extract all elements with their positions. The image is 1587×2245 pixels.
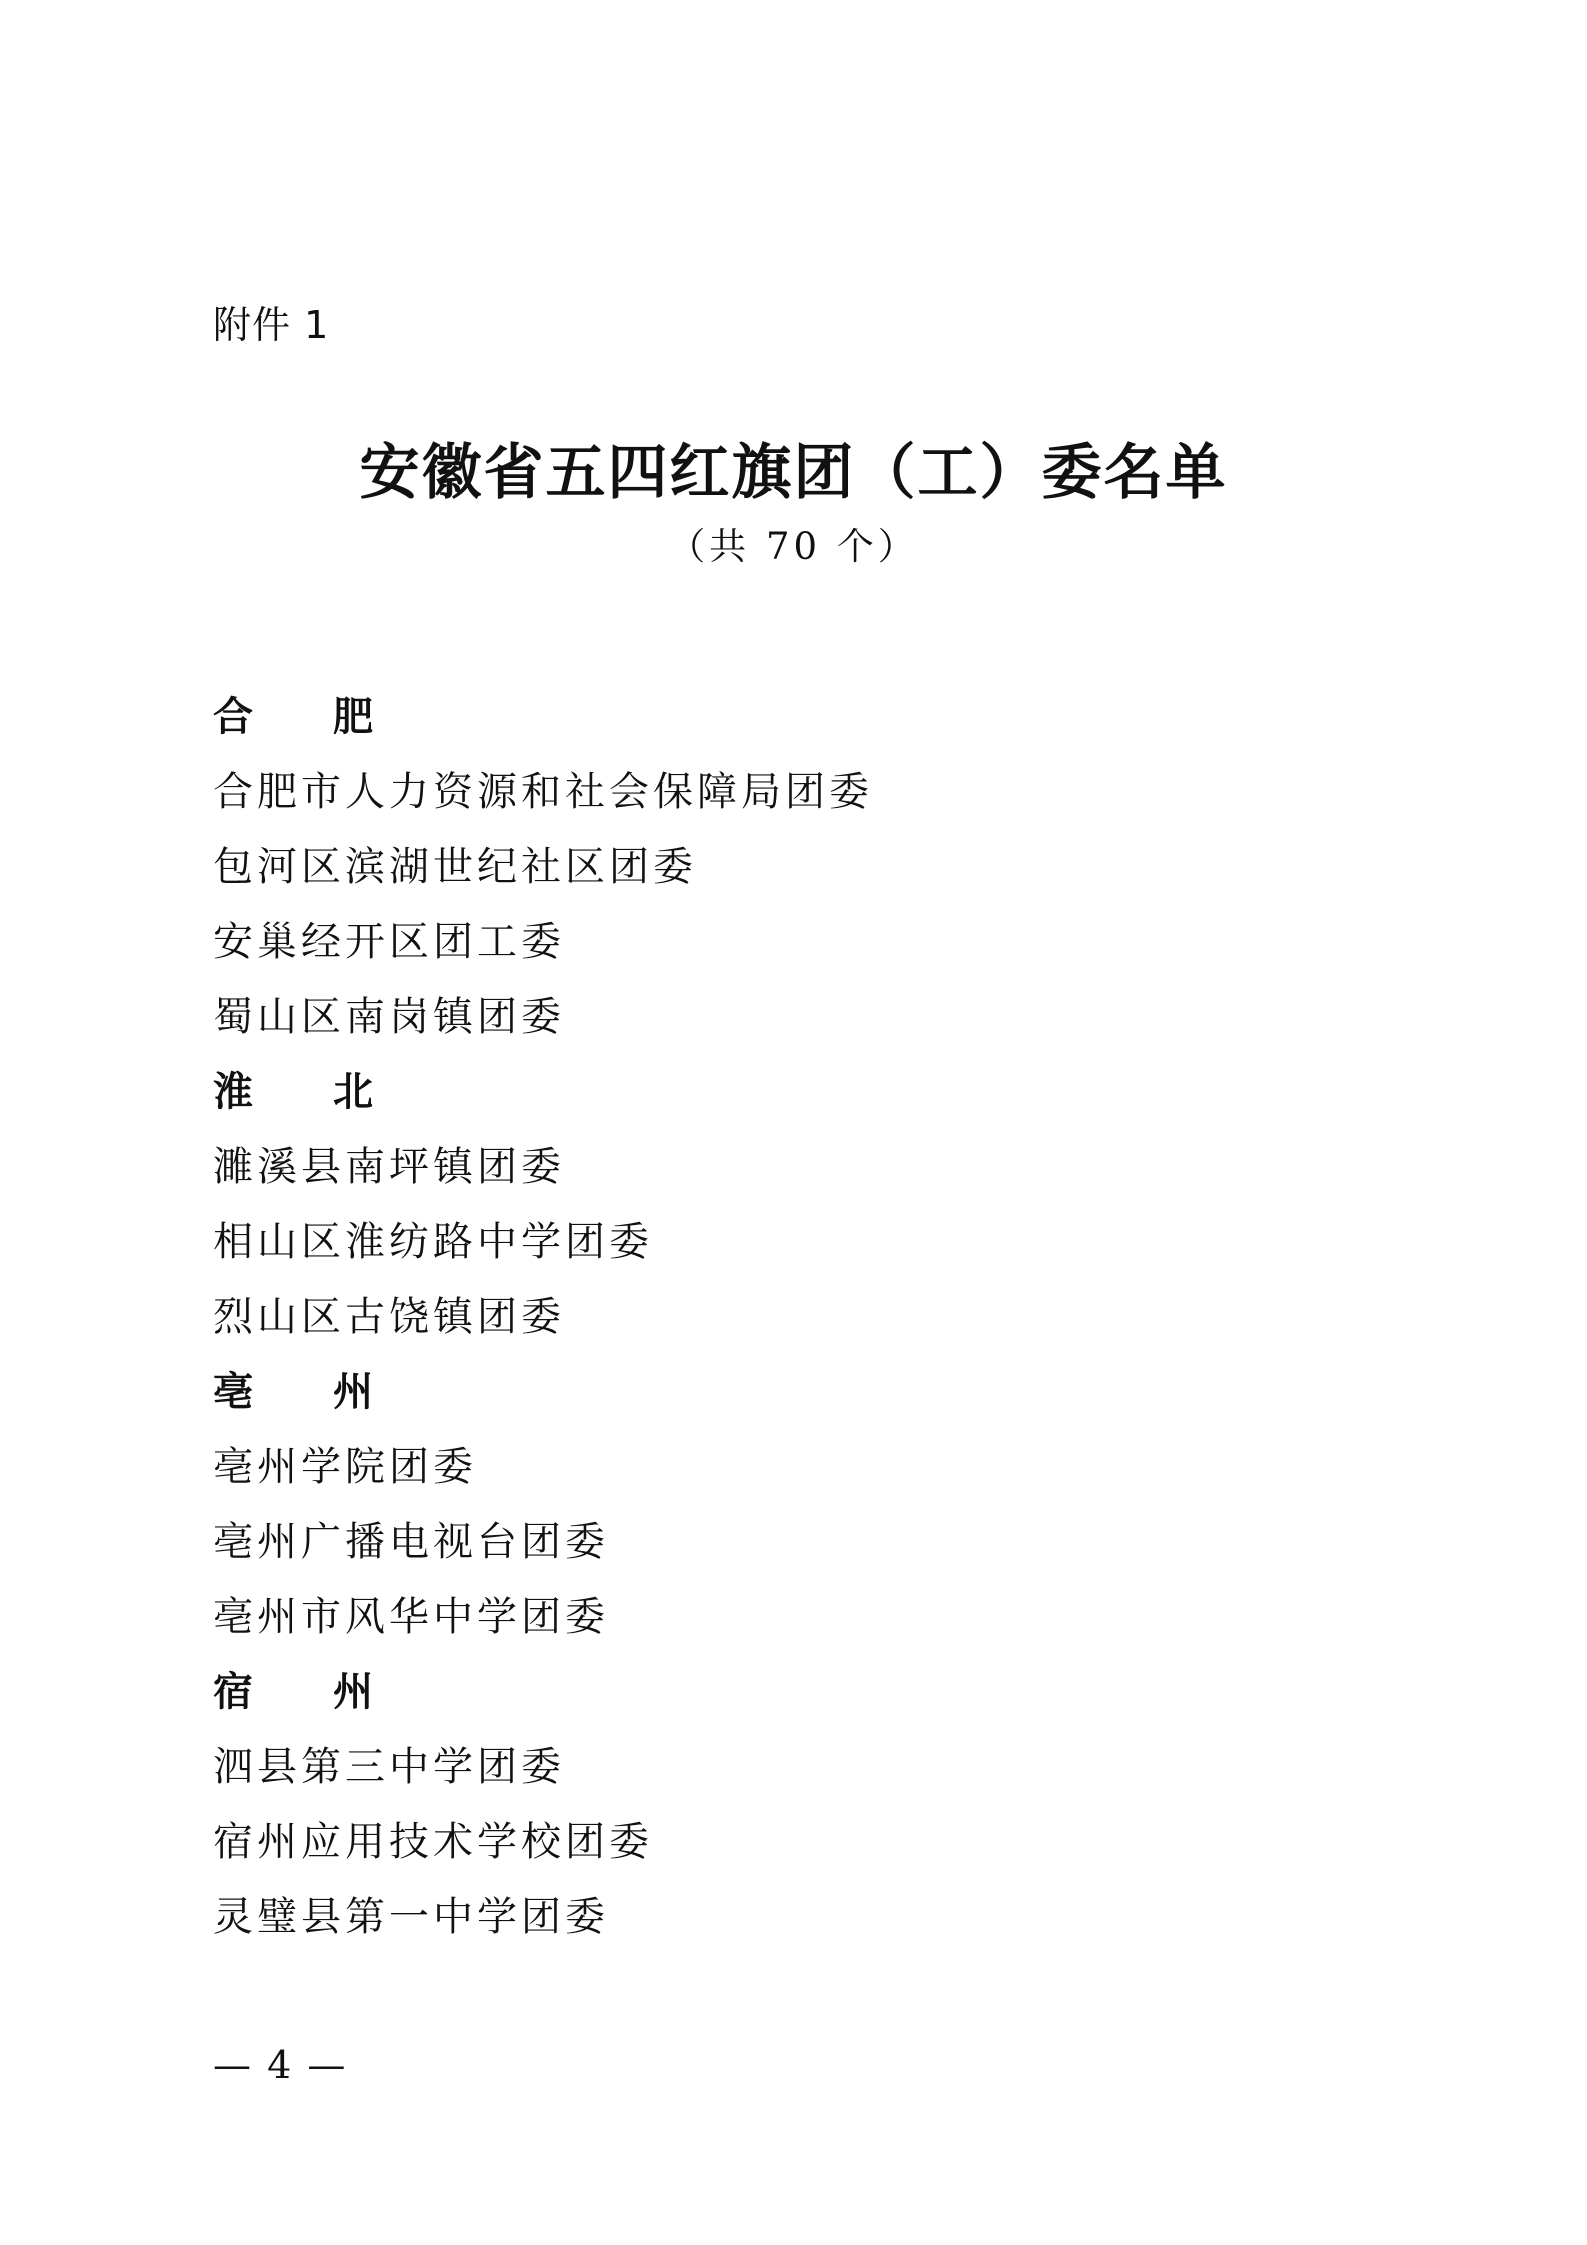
page-subtitle: （共 70 个） (668, 525, 919, 568)
attachment-label: 附件 1 (213, 303, 330, 347)
list-item: 灵璧县第一中学团委 (213, 1894, 609, 1940)
list-item: 蜀山区南岗镇团委 (213, 994, 565, 1040)
list-item: 包河区滨湖世纪社区团委 (213, 844, 697, 890)
list-item: 亳州广播电视台团委 (213, 1519, 609, 1565)
list-item: 烈山区古饶镇团委 (213, 1294, 565, 1340)
list-item: 濉溪县南坪镇团委 (213, 1144, 565, 1190)
list-item: 安巢经开区团工委 (213, 919, 565, 965)
list-item: 相山区淮纺路中学团委 (213, 1219, 653, 1265)
region-heading: 宿 州 (213, 1669, 393, 1715)
list-item: 宿州应用技术学校团委 (213, 1819, 653, 1865)
page-number: — 4 — (213, 2043, 348, 2087)
region-heading: 亳 州 (213, 1369, 393, 1415)
list-item: 亳州市风华中学团委 (213, 1594, 609, 1640)
page-title: 安徽省五四红旗团（工）委名单 (359, 438, 1228, 508)
region-heading: 淮 北 (213, 1069, 393, 1115)
list-item: 合肥市人力资源和社会保障局团委 (213, 769, 873, 815)
list-item: 亳州学院团委 (213, 1444, 477, 1490)
organization-list (213, 680, 1413, 1955)
region-heading: 合 肥 (213, 694, 393, 740)
list-item: 泗县第三中学团委 (213, 1744, 565, 1790)
